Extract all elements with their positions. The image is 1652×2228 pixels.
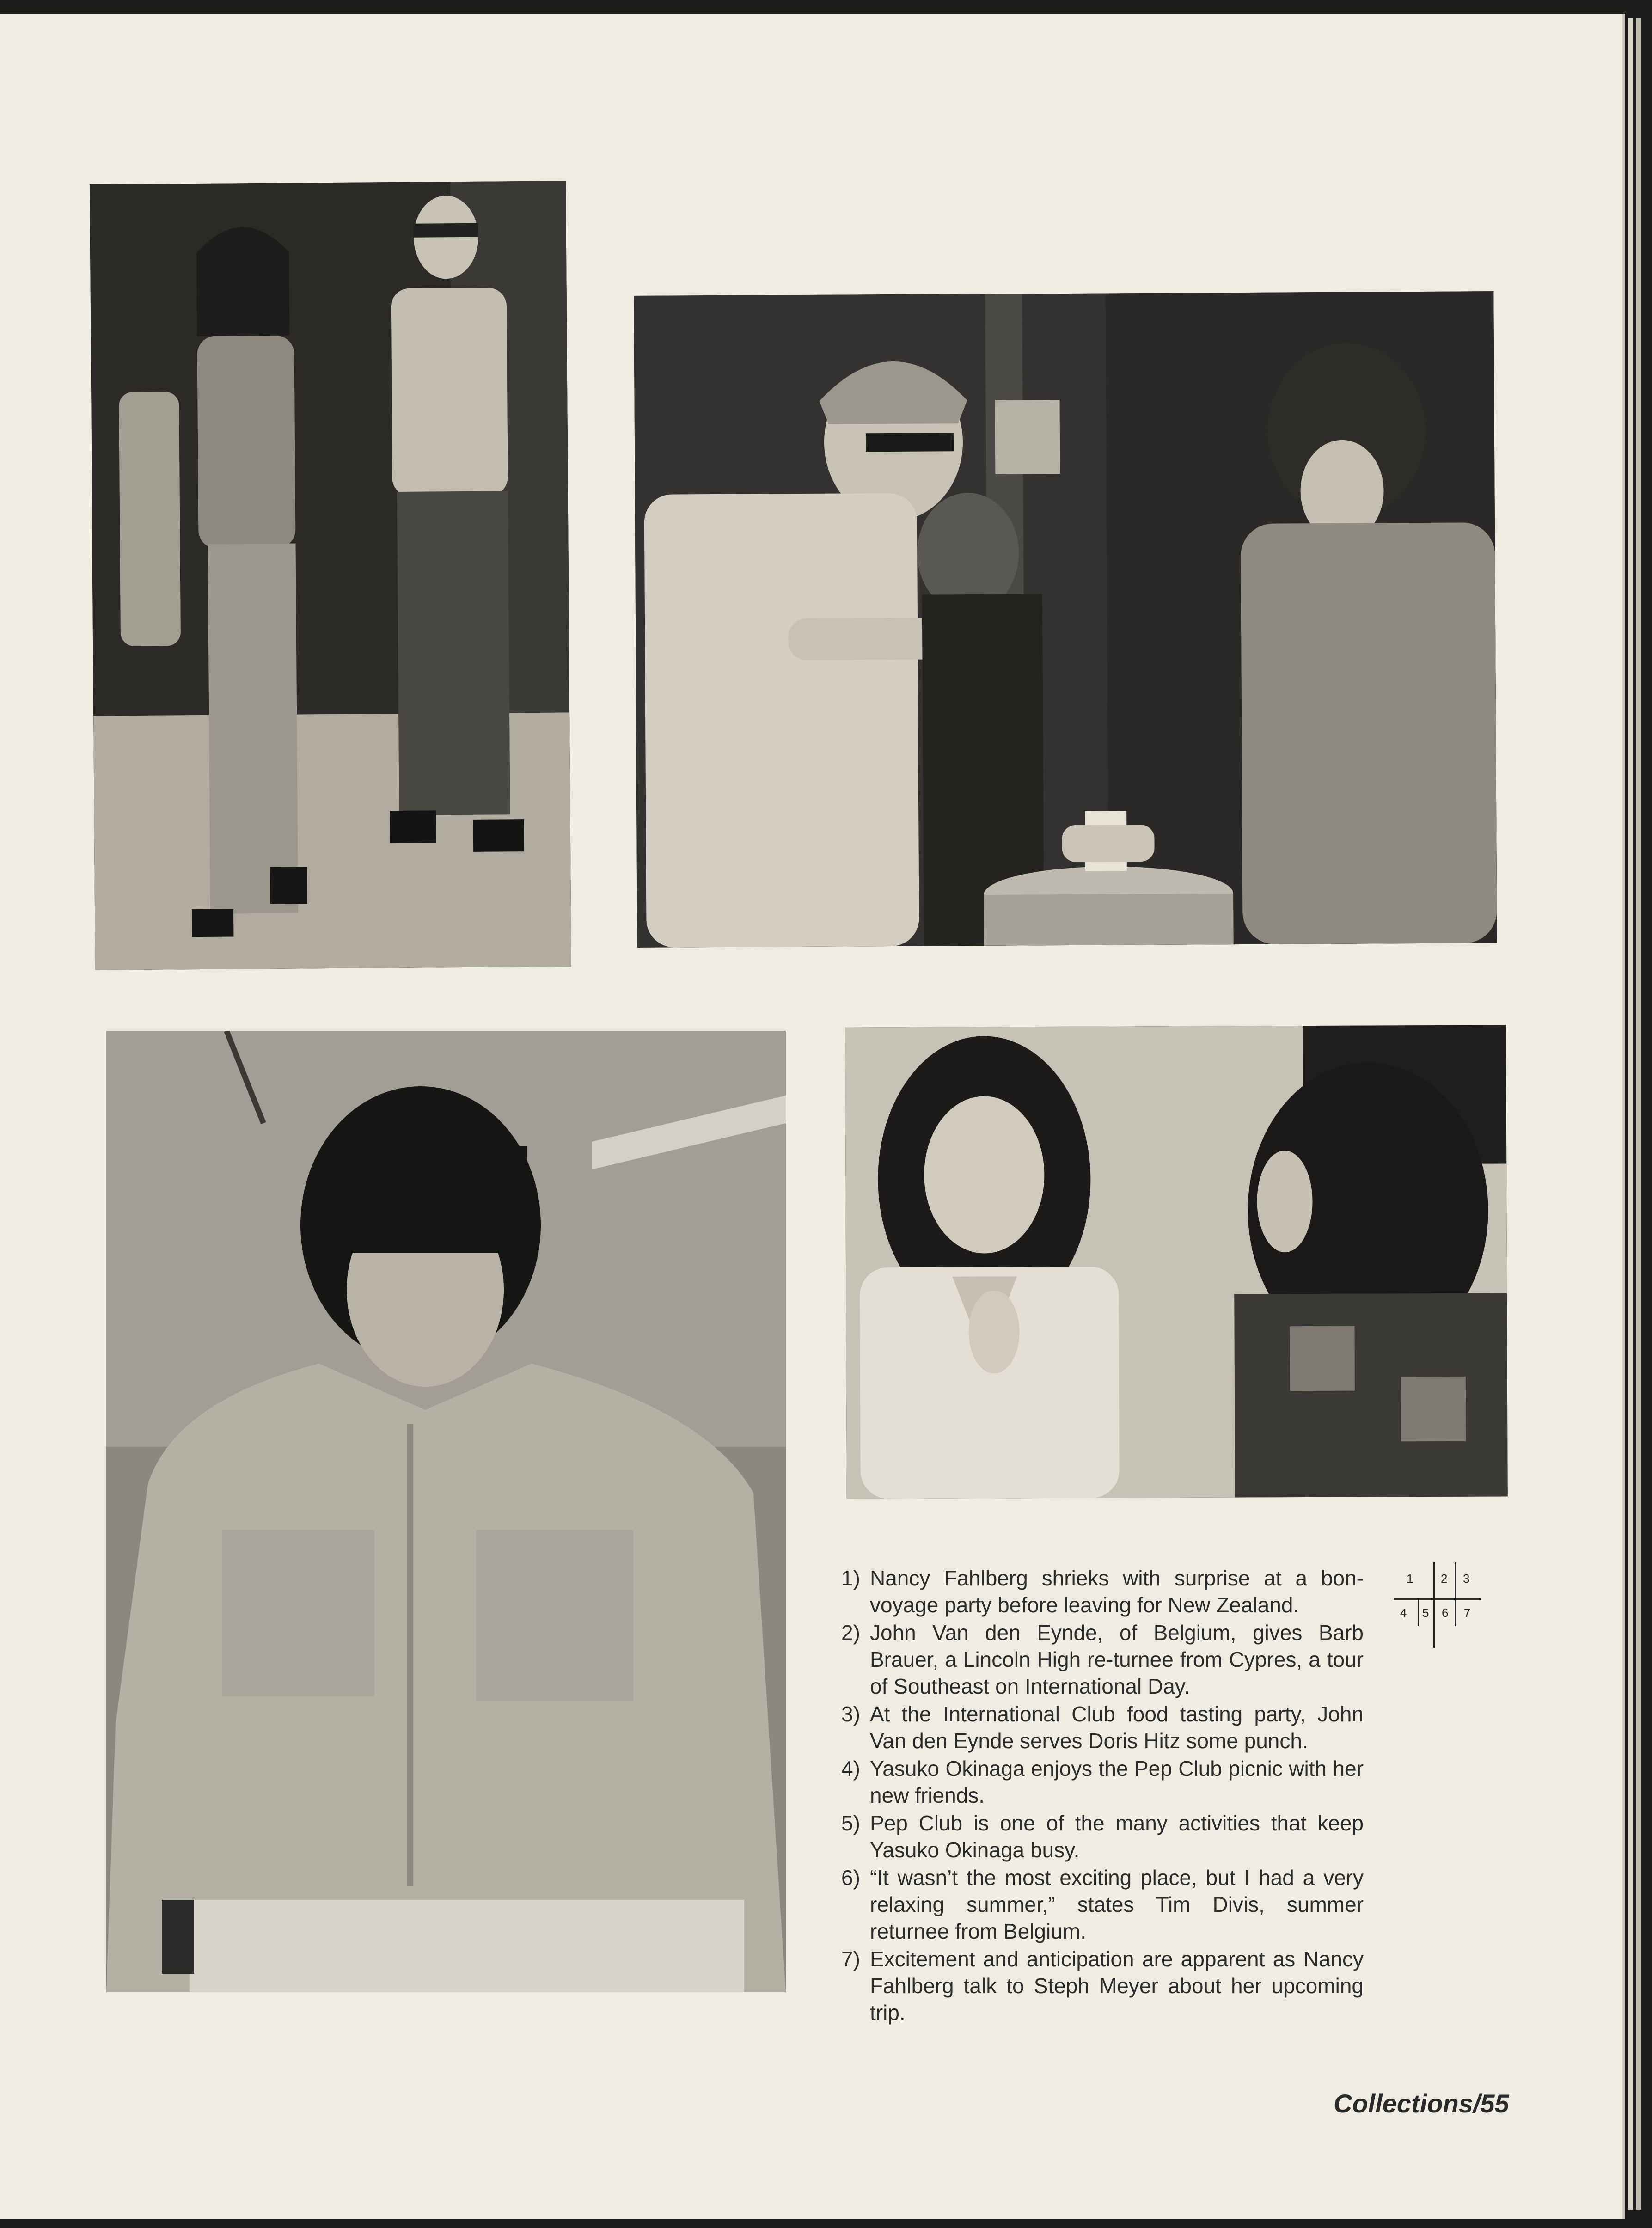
caption-number: 2) (841, 1621, 860, 1645)
caption-text: Nancy Fahlberg shrieks with surprise at a bon-voyage party before leaving for New Zealand. (870, 1566, 1364, 1617)
key-label: 4 (1400, 1606, 1407, 1620)
key-horizontal-line (1394, 1598, 1481, 1600)
photo-layout-key (1394, 1562, 1481, 1648)
caption-item-4 (841, 1755, 1364, 1809)
caption-item-1 (841, 1565, 1364, 1618)
caption-number: 5) (841, 1811, 860, 1835)
caption-text: Pep Club is one of the many activities that keep Yasuko Okinaga busy. (870, 1811, 1364, 1862)
page-edge (1628, 18, 1633, 2210)
yearbook-page (0, 14, 1625, 2219)
page-edge (1636, 18, 1641, 2210)
caption-number: 6) (841, 1866, 860, 1890)
key-label: 1 (1407, 1572, 1413, 1585)
photo-student-typing (106, 1031, 786, 1992)
caption-text: “It wasn’t the most exciting place, but I had a very relaxing summer,” states Tim Divis, summer returnee from Belgium. (870, 1866, 1364, 1943)
key-label: 3 (1463, 1572, 1470, 1585)
key-vertical-line (1418, 1598, 1419, 1626)
key-vertical-line (1455, 1562, 1456, 1598)
caption-item-5 (841, 1810, 1364, 1863)
caption-text: Excitement and anticipation are apparent as Nancy Fahlberg talk to Steph Meyer about her upcoming trip. (870, 1947, 1364, 2025)
caption-item-6 (841, 1864, 1364, 1945)
page-footer: Collections/55 (1334, 2089, 1509, 2118)
photo-women-talking (845, 1025, 1508, 1499)
key-label: 7 (1464, 1606, 1471, 1620)
key-label: 5 (1422, 1606, 1429, 1620)
caption-list (841, 1565, 1364, 2027)
key-vertical-line (1455, 1598, 1456, 1626)
key-vertical-line (1433, 1562, 1435, 1648)
key-label: 2 (1441, 1572, 1448, 1585)
caption-item-7 (841, 1946, 1364, 2026)
caption-item-3 (841, 1701, 1364, 1754)
caption-number: 7) (841, 1947, 860, 1971)
key-label: 6 (1442, 1606, 1449, 1620)
caption-text: Yasuko Okinaga enjoys the Pep Club picnic with her new friends. (870, 1757, 1364, 1807)
photo-walking-couple (90, 181, 571, 970)
caption-text: John Van den Eynde, of Belgium, gives Barb Brauer, a Lincoln High re-turnee from Cypres, a tour of Southeast on International Day. (870, 1621, 1364, 1698)
caption-item-2 (841, 1619, 1364, 1700)
caption-number: 4) (841, 1757, 860, 1781)
caption-number: 3) (841, 1702, 860, 1726)
caption-number: 1) (841, 1566, 860, 1590)
photo-serving-punch (634, 291, 1497, 948)
caption-text: At the International Club food tasting party, John Van den Eynde serves Doris Hitz some punch. (870, 1702, 1364, 1753)
